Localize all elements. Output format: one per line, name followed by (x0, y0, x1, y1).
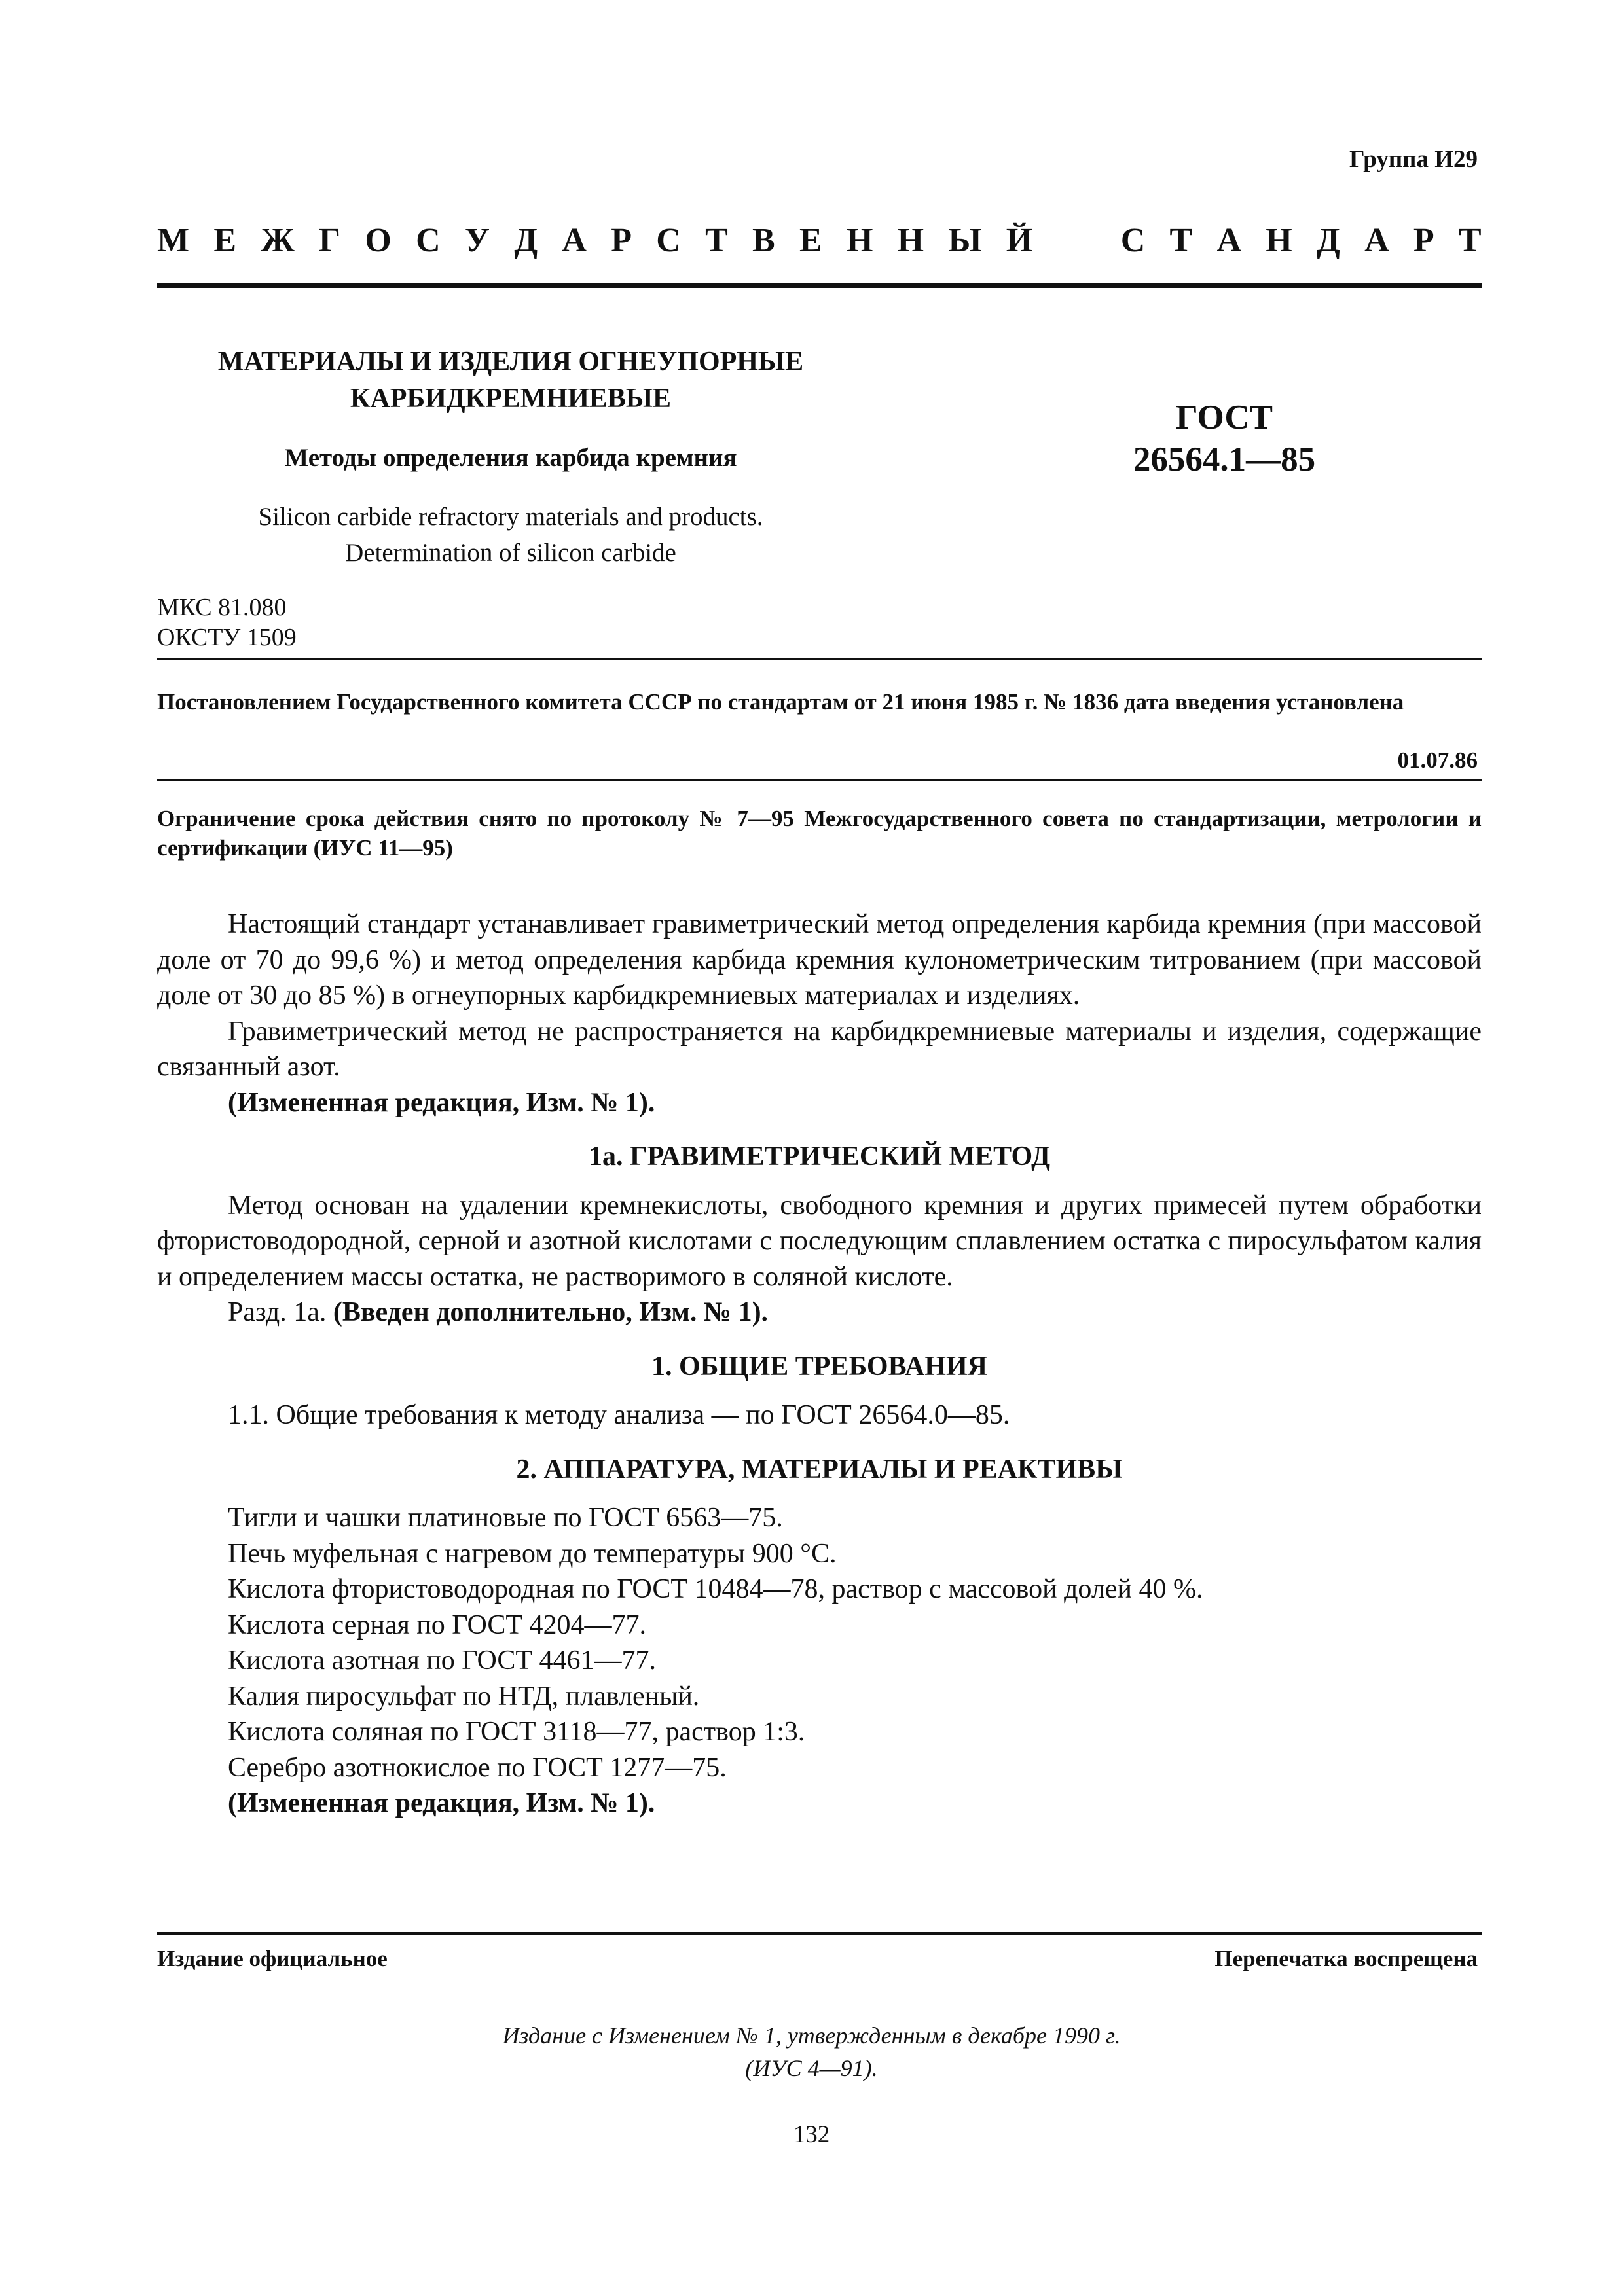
limitation-note: Ограничение срока действия снято по протоколу № 7—95 Межгосударственного совета по стандартизации, метрологии и сертификации (ИУС 11—95) (157, 806, 1482, 861)
banner-letter: А (1216, 222, 1242, 259)
banner-letter: С (656, 222, 681, 259)
list-item: Кислота соляная по ГОСТ 3118—77, раствор 1:3. (228, 1717, 805, 1747)
amendment-note: (Измененная редакция, Изм. № 1). (228, 1087, 655, 1118)
codes-rule (157, 658, 1482, 660)
banner-letter: Н (1266, 222, 1292, 259)
banner-letter: Е (213, 222, 237, 259)
banner-letter: Р (1413, 222, 1434, 259)
banner-letter: С (416, 222, 441, 259)
reprint-prohibited-label: Перепечатка воспрещена (1214, 1946, 1478, 1971)
edition-note-line-1: Издание с Изменением № 1, утвержденным в декабре 1990 г. (502, 2022, 1121, 2049)
banner-letter: О (365, 222, 392, 259)
footer-rule (157, 1932, 1482, 1935)
decree-text: Постановлением Государственного комитета СССР по стандартам от 21 июня 1985 г. № 1836 дата введения установлена (157, 689, 1404, 715)
gost-designation (1126, 397, 1322, 480)
banner-letter: Т (1169, 222, 1193, 259)
page-number: 132 (793, 2121, 830, 2148)
edition-note (0, 2019, 1623, 2085)
section-1a-note (157, 1295, 1482, 1331)
english-title-line-1: Silicon carbide refractory materials and products. (258, 503, 763, 531)
list-item: Тигли и чашки платиновые по ГОСТ 6563—75. (228, 1503, 783, 1533)
official-edition-label: Издание официальное (157, 1946, 388, 1971)
banner-letter: А (562, 222, 587, 259)
amendment-note: (Измененная редакция, Изм. № 1). (228, 1788, 655, 1818)
header-thick-rule (157, 283, 1482, 288)
section-1a-heading: 1а. ГРАВИМЕТРИЧЕСКИЙ МЕТОД (588, 1141, 1051, 1172)
list-item: Кислота азотная по ГОСТ 4461—77. (228, 1645, 656, 1676)
banner-letter: Т (1458, 222, 1482, 259)
banner-letter: Т (705, 222, 728, 259)
banner-letter: Е (799, 222, 822, 259)
banner-word-gap (1057, 221, 1096, 260)
group-code: Группа И29 (1349, 146, 1478, 173)
banner-letter: Д (514, 222, 538, 259)
banner-letter: Ж (261, 222, 295, 259)
list-item: Печь муфельная с нагревом до температуры 900 °С. (228, 1538, 837, 1569)
document-body (157, 906, 1482, 1821)
date-rule (157, 779, 1482, 781)
section-1a-note-text: (Введен дополнительно, Изм. № 1). (333, 1297, 769, 1327)
interstate-standard-banner (157, 221, 1482, 260)
introduction-date: 01.07.86 (1397, 747, 1478, 773)
list-item: Калия пиросульфат по НТД, плавленый. (228, 1681, 700, 1712)
section-1a-text: Метод основан на удалении кремнекислоты, свободного кремния и других примесей путем обработки фтористоводородной, серной и азотной кислотами с последующим сплавлением остатка с пиросульфатом калия и определением массы остатка, не растворимого в соляной кислоте. (157, 1190, 1482, 1292)
gost-number: 26564.1—85 (1133, 440, 1316, 478)
section-1-heading: 1. ОБЩИЕ ТРЕБОВАНИЯ (651, 1351, 987, 1382)
title-line-1: МАТЕРИАЛЫ И ИЗДЕЛИЯ ОГНЕУПОРНЫЕ (217, 347, 804, 377)
gost-label: ГОСТ (1176, 399, 1273, 437)
list-item: Кислота серная по ГОСТ 4204—77. (228, 1609, 647, 1640)
banner-letter: Г (319, 222, 341, 259)
classification-codes (157, 592, 297, 653)
document-subtitle: Методы определения карбида кремния (284, 444, 737, 472)
banner-letter: У (464, 222, 490, 259)
apparatus-list (157, 1500, 1482, 1821)
english-title-line-2: Determination of silicon carbide (345, 539, 676, 567)
banner-letter: М (157, 222, 190, 259)
banner-letter: Н (846, 222, 873, 259)
edition-note-line-2: (ИУС 4—91). (745, 2055, 878, 2081)
intro-paragraph-1: Настоящий стандарт устанавливает гравиметрический метод определения карбида кремния (при массовой доле от 70 до 99,6 %) и метод определения карбида кремния кулонометрическим титрованием (при массовой доле от 30 до 85 %) в огнеупорных карбидкремниевых материалах и изделиях. (157, 909, 1482, 1011)
banner-letter: В (752, 222, 775, 259)
banner-letter: Д (1317, 222, 1340, 259)
banner-letter: С (1120, 222, 1146, 259)
english-title (157, 499, 864, 571)
section-1-text: 1.1. Общие требования к методу анализа — по ГОСТ 26564.0—85. (228, 1400, 1010, 1430)
document-title-block (157, 344, 864, 571)
okstu-code: ОКСТУ 1509 (157, 624, 297, 651)
section-2-heading: 2. АППАРАТУРА, МАТЕРИАЛЫ И РЕАКТИВЫ (516, 1454, 1123, 1484)
banner-letter: Р (611, 222, 632, 259)
banner-letter: Н (897, 222, 924, 259)
banner-letter: А (1364, 222, 1389, 259)
title-line-2: КАРБИДКРЕМНИЕВЫЕ (350, 384, 672, 414)
mks-code: МКС 81.080 (157, 594, 287, 621)
list-item: Серебро азотнокислое по ГОСТ 1277—75. (228, 1752, 727, 1783)
intro-paragraph-2: Гравиметрический метод не распространяется на карбидкремниевые материалы и изделия, содержащие связанный азот. (157, 1016, 1482, 1082)
banner-letter: Ы (948, 222, 982, 259)
banner-letter: Й (1006, 222, 1033, 259)
list-item: Кислота фтористоводородная по ГОСТ 10484—78, раствор с массовой долей 40 %. (228, 1574, 1203, 1604)
section-1a-note-prefix: Разд. 1а. (228, 1297, 327, 1327)
